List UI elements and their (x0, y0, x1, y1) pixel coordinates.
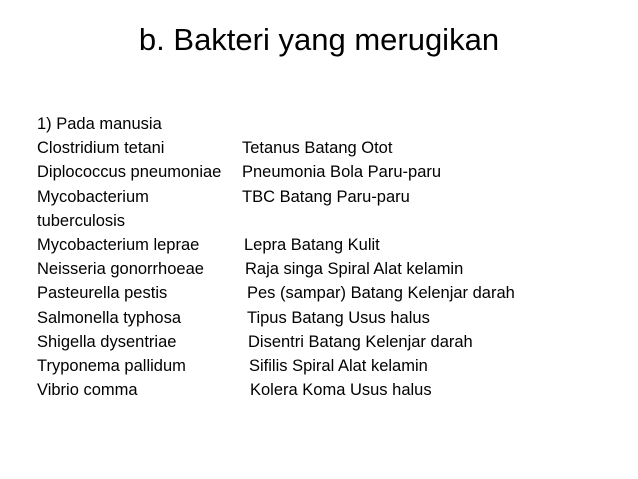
slide-title: b. Bakteri yang merugikan (138, 22, 500, 57)
bacteria-detail: Pes (sampar) Batang Kelenjar darah (247, 284, 515, 303)
section-heading-line (37, 112, 627, 136)
bacteria-name: Pasteurella pestis (37, 284, 168, 303)
bacteria-row (37, 354, 627, 378)
bacteria-row (37, 330, 627, 354)
bacteria-name: Vibrio comma (37, 381, 138, 400)
bacteria-name: Clostridium tetani (37, 139, 165, 158)
bacteria-name: Neisseria gonorrhoeae (37, 260, 204, 279)
bacteria-detail: Kolera Koma Usus halus (250, 381, 432, 400)
bacteria-row (37, 185, 627, 209)
section-heading: 1) Pada manusia (37, 115, 162, 133)
bacteria-detail: TBC Batang Paru-paru (242, 187, 410, 206)
bacteria-row (37, 160, 627, 184)
bacteria-row (37, 281, 627, 305)
bacteria-name: tuberculosis (37, 211, 126, 230)
bacteria-detail: Pneumonia Bola Paru-paru (242, 163, 442, 182)
bacteria-name: Tryponema pallidum (37, 356, 186, 375)
bacteria-row (37, 136, 627, 160)
bacteria-name: Shigella dysentriae (37, 332, 177, 351)
bacteria-detail: Raja singa Spiral Alat kelamin (245, 260, 464, 279)
bacteria-row (37, 257, 627, 281)
bacteria-detail: Sifilis Spiral Alat kelamin (249, 356, 428, 375)
bacteria-detail: Lepra Batang Kulit (244, 235, 380, 254)
bacteria-detail: Tetanus Batang Otot (242, 139, 393, 158)
bacteria-row (37, 233, 627, 257)
bacteria-row (37, 306, 627, 330)
bacteria-row-continuation (37, 209, 627, 233)
bacteria-detail: Tipus Batang Usus halus (247, 308, 430, 327)
bacteria-name: Salmonella typhosa (37, 308, 182, 327)
slide-body (37, 112, 627, 402)
bacteria-name: Diplococcus pneumoniae (37, 163, 222, 182)
bacteria-name: Mycobacterium (37, 187, 149, 206)
bacteria-detail: Disentri Batang Kelenjar darah (248, 332, 473, 351)
bacteria-row (37, 378, 627, 402)
bacteria-name: Mycobacterium leprae (37, 235, 200, 254)
